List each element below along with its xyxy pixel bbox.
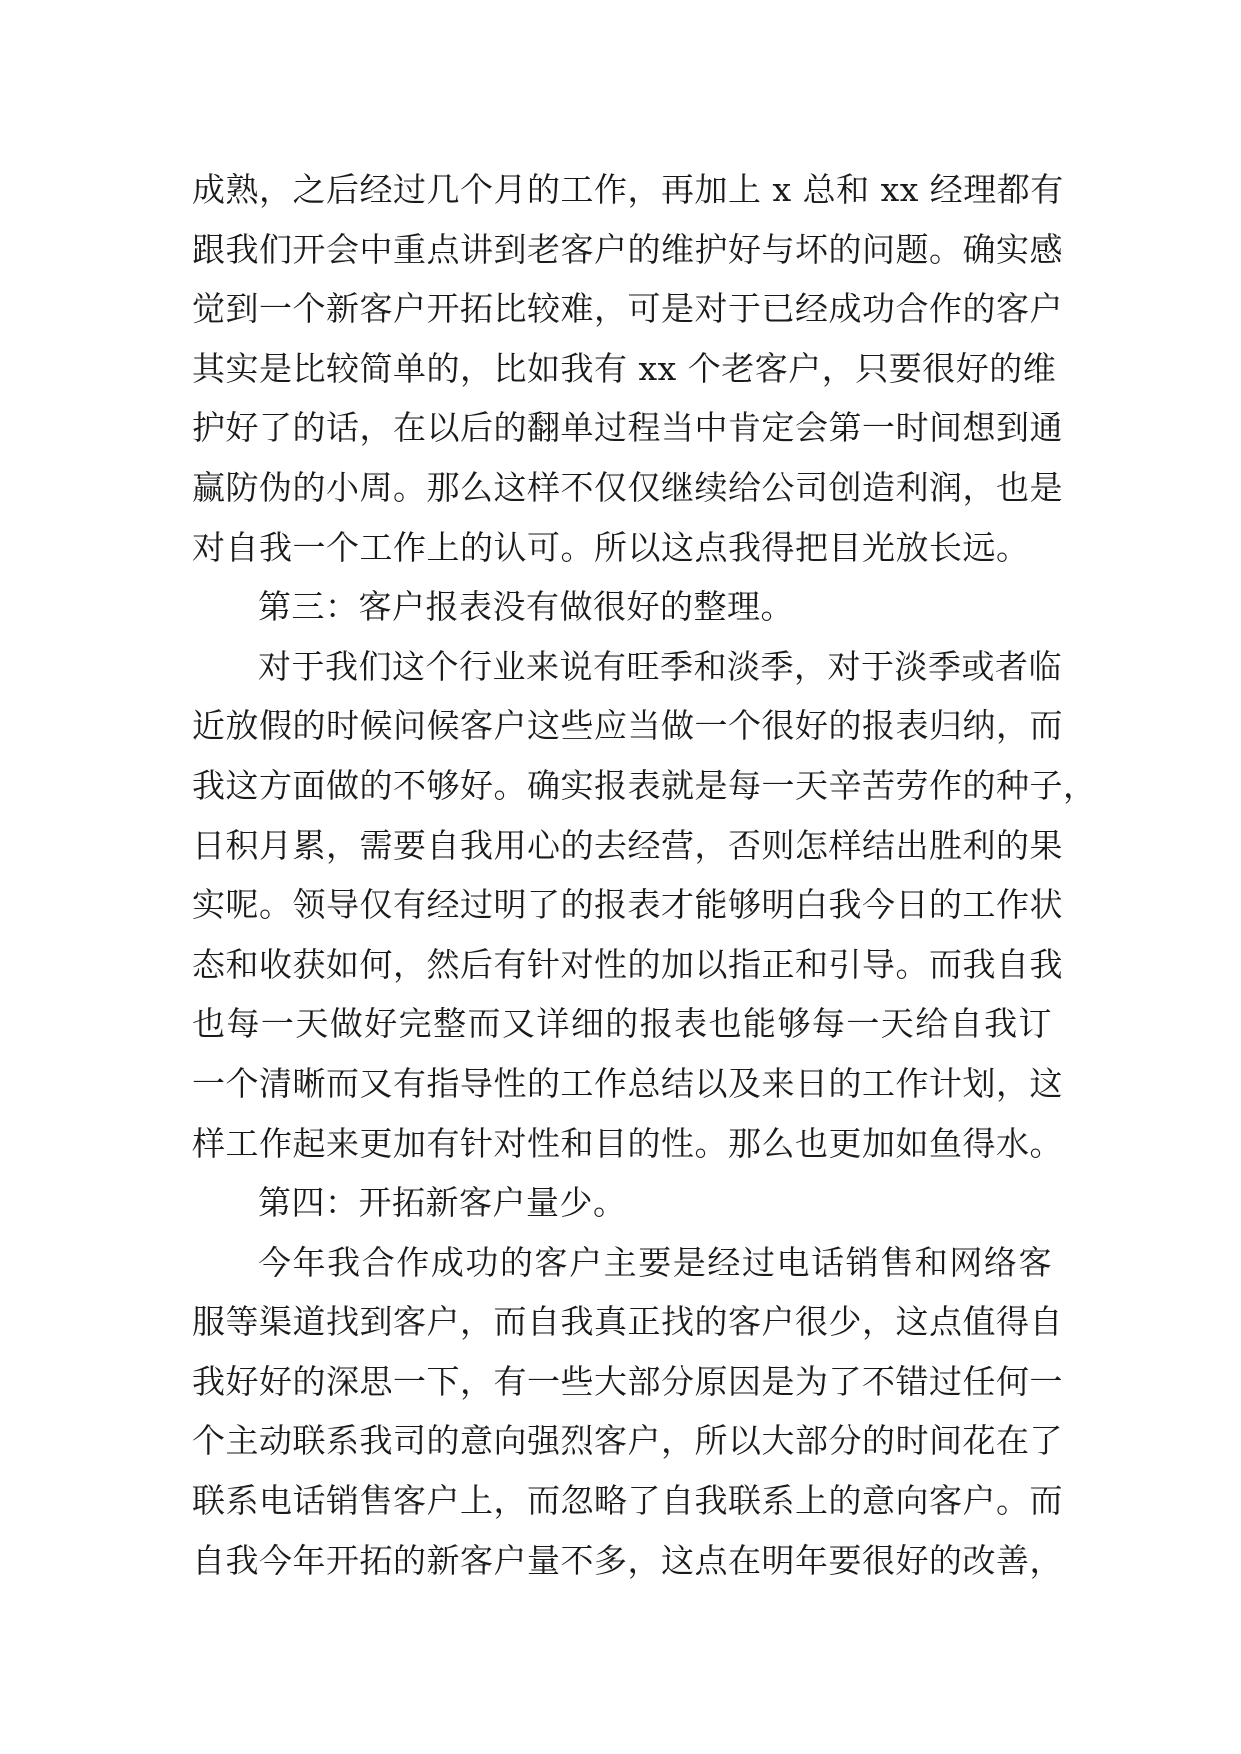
text-line: 自我今年开拓的新客户量不多，这点在明年要很好的改善， xyxy=(192,1540,1063,1580)
text-line: 日积月累，需要自我用心的去经营，否则怎样结出胜利的果 xyxy=(192,825,1063,865)
text-line: 服等渠道找到客户，而自我真正找的客户很少，这点值得自 xyxy=(192,1302,1063,1342)
text-line: 样工作起来更加有针对性和目的性。那么也更加如鱼得水。 xyxy=(192,1123,1063,1163)
text-line: 第四：开拓新客户量少。 xyxy=(258,1183,627,1223)
text-line: 今年我合作成功的客户主要是经过电话销售和网络客 xyxy=(258,1242,1052,1282)
text-line: 联系电话销售客户上，而忽略了自我联系上的意向客户。而 xyxy=(192,1481,1063,1521)
text-line: 对自我一个工作上的认可。所以这点我得把目光放长远。 xyxy=(192,527,1030,567)
text-line: 我这方面做的不够好。确实报表就是每一天辛苦劳作的种子， xyxy=(192,765,1097,805)
text-line: 护好了的话，在以后的翻单过程当中肯定会第一时间想到通 xyxy=(192,408,1063,448)
text-line: 态和收获如何，然后有针对性的加以指正和引导。而我自我 xyxy=(192,944,1063,984)
text-line: 对于我们这个行业来说有旺季和淡季，对于淡季或者临 xyxy=(258,646,1062,686)
text-line: 成熟，之后经过几个月的工作，再加上 x 总和 xx 经理都有 xyxy=(192,170,1064,209)
text-line: 第三：客户报表没有做很好的整理。 xyxy=(258,587,794,627)
text-line: 也每一天做好完整而又详细的报表也能够每一天给自我订 xyxy=(192,1004,1052,1044)
text-line: 其实是比较简单的，比如我有 xx 个老客户，只要很好的维 xyxy=(192,348,1057,388)
document-body xyxy=(192,160,1097,1590)
text-line: 我好好的深思一下，有一些大部分原因是为了不错过任何一 xyxy=(192,1361,1063,1401)
text-line: 觉到一个新客户开拓比较难，可是对于已经成功合作的客户 xyxy=(192,289,1063,329)
text-line: 赢防伪的小周。那么这样不仅仅继续给公司创造利润，也是 xyxy=(192,467,1063,507)
text-line: 近放假的时候问候客户这些应当做一个很好的报表归纳，而 xyxy=(192,706,1063,746)
text-line: 跟我们开会中重点讲到老客户的维护好与坏的问题。确实感 xyxy=(192,229,1063,269)
text-line: 实呢。领导仅有经过明了的报表才能够明白我今日的工作状 xyxy=(192,885,1063,925)
text-line: 一个清晰而又有指导性的工作总结以及来日的工作计划，这 xyxy=(192,1063,1063,1103)
text-line: 个主动联系我司的意向强烈客户，所以大部分的时间花在了 xyxy=(192,1421,1063,1461)
